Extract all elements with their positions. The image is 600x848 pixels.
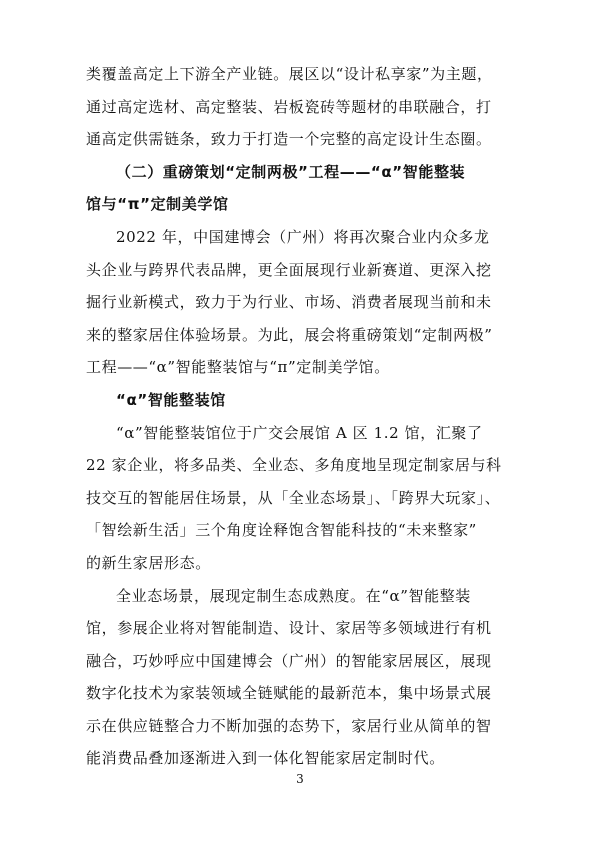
text-line: 22 家企业，将多品类、全业态、多角度地呈现定制家居与科 [86, 456, 502, 475]
text-line: 能消费品叠加逐渐进入到一体化智能家居定制时代。 [86, 749, 445, 768]
text-line: 掘行业新模式，致力于为行业、市场、消费者展现当前和未 [86, 293, 492, 312]
text-line: 示在供应链整合力不断加强的态势下，家居行业从简单的智 [86, 716, 492, 735]
document-page [86, 58, 526, 775]
text-line: 的新生家居形态。 [86, 553, 211, 572]
text-line: 数字化技术为家装领域全链赋能的最新范本，集中场景式展 [86, 684, 492, 703]
page-number: 3 [296, 772, 304, 786]
text-line: 融合，巧妙呼应中国建博会（广州）的智能家居展区，展现 [86, 651, 492, 670]
paragraph-full-scene [86, 580, 526, 776]
paragraph-intro-continuation [86, 58, 526, 156]
text-line: 馆，参展企业将对智能制造、设计、家居等多领域进行有机 [86, 619, 492, 638]
text-line: 2022 年，中国建博会（广州）将再次聚合业内众多龙 [116, 227, 490, 246]
text-line: 类覆盖高定上下游全产业链。展区以“设计私享家”为主题， [86, 65, 493, 83]
heading-line: 馆与“π”定制美学馆 [86, 195, 229, 214]
text-line: 技交互的智能居住场景，从「全业态场景」、「跨界大玩家」、 [86, 488, 501, 507]
subheading: “α”智能整装馆 [116, 390, 226, 409]
heading-line: （二）重磅策划“定制两极”工程——“α”智能整装 [116, 162, 466, 181]
text-line: 工程——“α”智能整装馆与“π”定制美学馆。 [86, 358, 390, 377]
paragraph-alpha-hall [86, 417, 526, 580]
text-line: 通过高定选材、高定整装、岩板瓷砖等题材的串联融合，打 [86, 97, 492, 116]
text-line: 通高定供需链条，致力于打造一个完整的高定设计生态圈。 [86, 130, 492, 149]
paragraph-overview [86, 221, 526, 384]
section-heading [86, 156, 526, 221]
text-line: “α”智能整装馆位于广交会展馆 A 区 1.2 馆，汇聚了 [116, 423, 483, 442]
text-line: 「智绘新生活」三个角度诠释饱含智能科技的“未来整家” [86, 521, 477, 540]
text-line: 全业态场景，展现定制生态成熟度。在“α”智能整装 [116, 586, 471, 605]
text-line: 头企业与跨界代表品牌，更全面展现行业新赛道、更深入挖 [86, 260, 492, 279]
text-line: 来的整家居住体验场景。为此，展会将重磅策划“定制两极” [86, 325, 493, 344]
